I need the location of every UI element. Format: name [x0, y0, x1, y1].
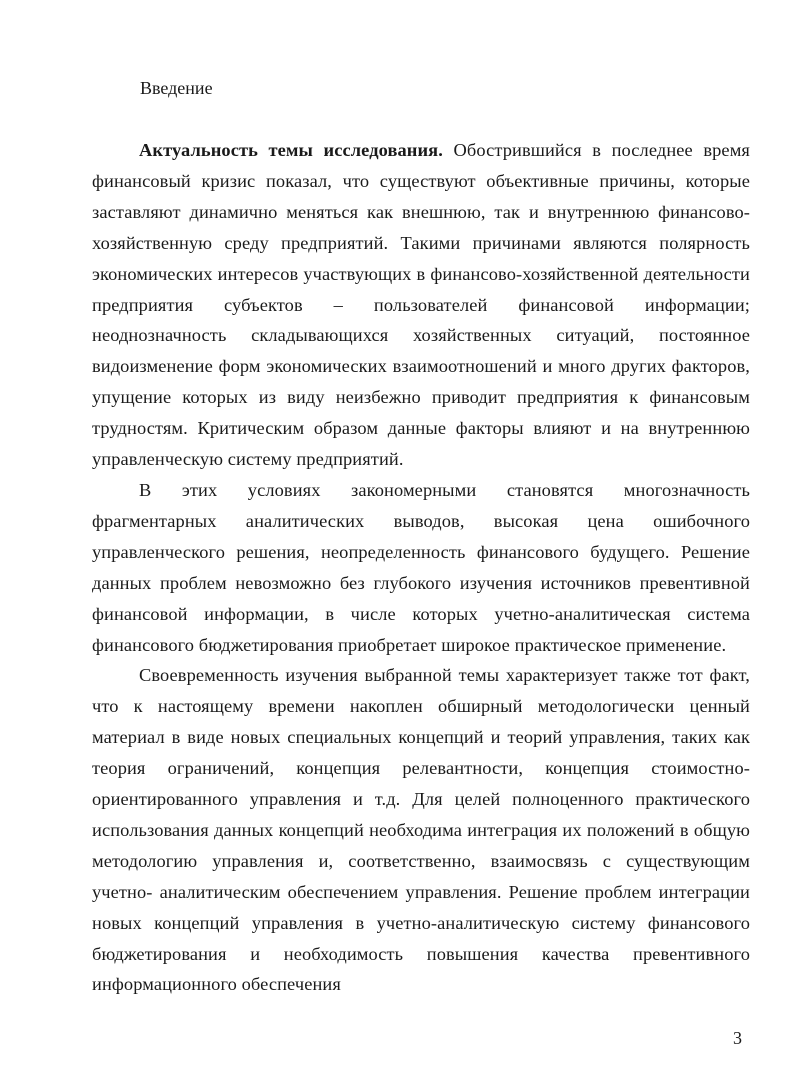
- paragraph-1: [92, 135, 750, 475]
- page-number: 3: [733, 1028, 742, 1048]
- section-heading: Введение: [140, 78, 213, 98]
- paragraph-3: Своевременность изучения выбранной темы характеризует также тот факт, что к настоящему времени накоплен обширный методологически ценный материал в виде новых специальных концепций и теорий управления, таких как теория ограничений, концепция релевантности, концепция стоимостно- ориентированного управления и т.д. Для целей полноценного практического использования данных концепций необходима интеграция их положений в общую методологию управления и, соответственно, взаимосвязь с существующим учетно- аналитическим обеспечением управления. Решение проблем интеграции новых концепций управления в учетно-аналитическую систему финансового бюджетирования и необходимость повышения качества превентивного информационного обеспечения: [92, 665, 750, 995]
- paragraph-1-text: Обострившийся в последнее время финансовый кризис показал, что существуют объективные причины, которые заставляют динамично меняться как внешнюю, так и внутреннюю финансово-хозяйственную среду предприятий. Такими причинами являются полярность экономических интересов участвующих в финансово-хозяйственной деятельности предприятия субъектов – пользователей финансовой информации; неоднозначность складывающихся хозяйственных ситуаций, постоянное видоизменение форм экономических взаимоотношений и много других факторов, упущение которых из виду неизбежно приводит предприятия к финансовым трудностям. Критическим образом данные факторы влияют и на внутреннюю управленческую систему предприятий.: [92, 140, 750, 470]
- paragraph-1-lead: Актуальность темы исследования.: [139, 140, 443, 160]
- paragraph-2: В этих условиях закономерными становятся многозначность фрагментарных аналитических выводов, высокая цена ошибочного управленческого решения, неопределенность финансового будущего. Решение данных проблем невозможно без глубокого изучения источников превентивной финансовой информации, в числе которых учетно-аналитическая система финансового бюджетирования приобретает широкое практическое применение.: [92, 479, 750, 655]
- body-text: [92, 135, 750, 1000]
